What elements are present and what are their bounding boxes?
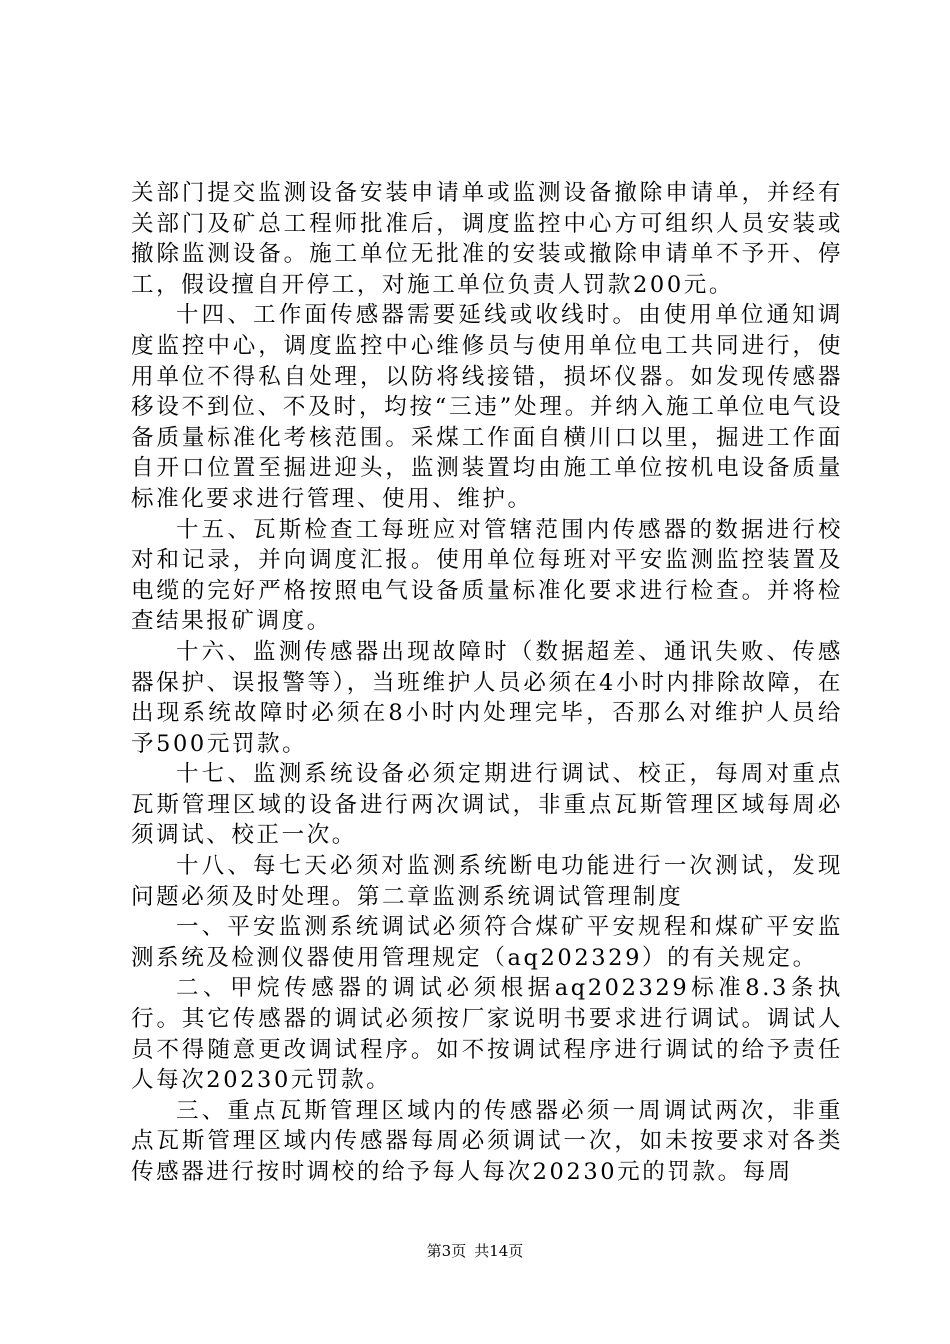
paragraph-continuation: 关部门提交监测设备安装申请单或监测设备撤除申请单，并经有关部门及矿总工程师批准后，调度监控中心方可组织人员安装或撤除监测设备。施工单位无批准的安装或撤除申请单不予开、停工，假设擅自开停工，对施工单位负责人罚款200元。 xyxy=(131,180,843,298)
page-footer xyxy=(0,1241,950,1261)
paragraph-item-14: 十四、工作面传感器需要延线或收线时。由使用单位通知调度监控中心，调度监控中心维修员与使用单位电工共同进行，使用单位不得私自处理，以防将线接错，损坏仪器。如发现传感器移设不到位、不及时，均按“三违”处理。并纳入施工单位电气设备质量标准化考核范围。采煤工作面自横川口以里，掘进工作面自开口位置至掘进迎头，监测装置均由施工单位按机电设备质量标准化要求进行管理、使用、维护。 xyxy=(131,302,843,512)
paragraph-item-16: 十六、监测传感器出现故障时（数据超差、通讯失败、传感器保护、误报警等），当班维护人员必须在4小时内排除故障，在出现系统故障时必须在8小时内处理完毕，否那么对维护人员给予500元罚款。 xyxy=(131,638,843,757)
paragraph-item-18: 十八、每七天必须对监测系统断电功能进行一次测试，发现问题必须及时处理。第二章监测系统调试管理制度 xyxy=(131,853,843,910)
paragraph-chapter2-item-2: 二、甲烷传感器的调试必须根据aq202329标准8.3条执行。其它传感器的调试必须按厂家说明书要求进行调试。调试人员不得随意更改调试程序。如不按调试程序进行调试的给予责任人每次20230元罚款。 xyxy=(131,975,843,1094)
paragraph-item-17: 十七、监测系统设备必须定期进行调试、校正，每周对重点瓦斯管理区域的设备进行两次调试，非重点瓦斯管理区域每周必须调试、校正一次。 xyxy=(131,761,843,849)
page-number-current: 第3页 xyxy=(426,1242,467,1260)
paragraph-chapter2-item-1: 一、平安监测系统调试必须符合煤矿平安规程和煤矿平安监测系统及检测仪器使用管理规定（aq202329）的有关规定。 xyxy=(131,914,843,971)
page-number-total: 共14页 xyxy=(474,1242,524,1260)
paragraph-item-15: 十五、瓦斯检查工每班应对管辖范围内传感器的数据进行校对和记录，并向调度汇报。使用单位每班对平安监测监控装置及电缆的完好严格按照电气设备质量标准化要求进行检查。并将检查结果报矿调度。 xyxy=(131,516,843,635)
document-body xyxy=(131,178,843,1188)
paragraph-chapter2-item-3: 三、重点瓦斯管理区域内的传感器必须一周调试两次，非重点瓦斯管理区域内传感器每周必须调试一次，如未按要求对各类传感器进行按时调校的给予每人每次20230元的罚款。每周 xyxy=(131,1097,843,1185)
